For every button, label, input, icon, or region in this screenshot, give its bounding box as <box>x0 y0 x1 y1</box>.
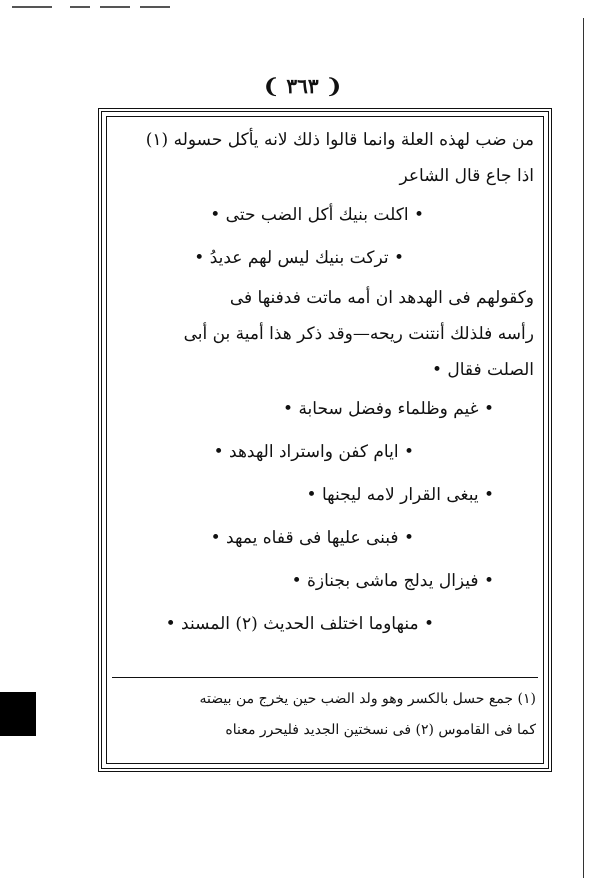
verse-line: • فيزال يدلج ماشى بجنازة • <box>291 571 494 591</box>
prose-line: الصلت فقال • <box>431 360 534 380</box>
footnote-line: (١) جمع حسل بالكسر وهو ولد الضب حين يخرج من بيضته <box>199 691 536 707</box>
page-number: ❨ ٣٦٣ ❩ <box>262 74 343 98</box>
verse-line: • فبنى عليها فى قفاه يمهد • <box>210 528 414 548</box>
verse-line: • اكلت بنيك أكل الضب حتى • <box>210 205 424 225</box>
main-text <box>116 122 534 646</box>
scan-mark <box>140 6 170 8</box>
prose-line: من ضب لهذه العلة وانما قالوا ذلك لانه يأكل حسوله (١) <box>145 130 534 150</box>
verse-line: • منهاوما اختلف الحديث (٢) المسند • <box>165 614 434 634</box>
prose-line: اذا جاع قال الشاعر <box>399 166 534 186</box>
page-edge-line <box>583 18 584 878</box>
prose-line: رأسه فلذلك أنتنت ريحه—وقد ذكر هذا أمية بن أبى <box>183 324 534 344</box>
scan-mark <box>100 6 130 8</box>
scan-mark <box>70 6 90 8</box>
scan-mark <box>12 6 52 8</box>
footnotes <box>114 684 536 746</box>
verse-line: • ايام كفن واستراد الهدهد • <box>213 442 414 462</box>
prose-line: وكقولهم فى الهدهد ان أمه ماتت فدفنها فى <box>229 288 534 308</box>
footnote-divider <box>112 677 538 678</box>
verse-line: • غيم وظلماء وفضل سحابة • <box>283 399 494 419</box>
footnote-line: كما فى القاموس (٢) فى نسختين الجديد فليحرر معناه <box>225 722 536 738</box>
verse-line: • تركت بنيك ليس لهم عديدُ • <box>194 248 404 268</box>
margin-black-block <box>0 692 36 736</box>
verse-line: • يبغى القرار لامه ليجنها • <box>306 485 494 505</box>
text-frame <box>98 108 552 772</box>
